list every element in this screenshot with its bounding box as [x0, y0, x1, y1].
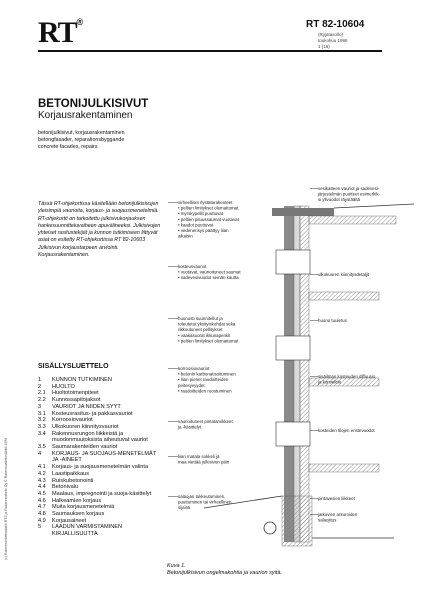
window [276, 336, 310, 360]
toc-item [38, 417, 163, 424]
caption-label: Kuva 1. [167, 563, 186, 569]
left-note-line: • raudoitteiden ruostuminen [178, 388, 232, 394]
toc-item [38, 384, 163, 391]
toc-item-label: Korjaus- ja suojausmenetelmän valinta [52, 464, 149, 471]
right-note-line: ja konvektio [318, 379, 342, 385]
caption-text: Betonijulkisivun ongelmakohtia ja vaurion syitä. [167, 570, 282, 576]
toc-item-label: HUOLTO [52, 383, 75, 390]
toc-item-number: 2.1 [38, 390, 46, 397]
toc-item-label: Saumauksen korjaus [52, 511, 105, 518]
left-note-line: • peltien limitykset olemattomat [178, 338, 239, 344]
toc-item-label: Betonivalu [52, 484, 79, 491]
toc-item-label: VAURIOT JA NIIDEN SYYT [52, 403, 121, 410]
toc-item-label: Saumarakenteiden vauriot [52, 444, 118, 451]
left-note-line: • liian pienet raudoitteiden [178, 377, 229, 383]
toc-item-number: 4.8 [38, 511, 46, 518]
right-note-line: jatkuvien anturoiden [318, 512, 358, 517]
right-note-line: huono tuuletus [318, 318, 347, 323]
right-note-line: sisäilman kosteuden diffuusio [318, 374, 376, 379]
toc-item [38, 498, 163, 505]
keyword-line: betonijulkisivut, korjausrakentaminen [38, 130, 125, 136]
toc-item-number: 2.2 [38, 397, 46, 404]
left-note-line: • kaadot puuttuvat [178, 222, 214, 228]
toc-item-number: 5 [38, 524, 42, 531]
left-note-line: ja -käsittelyt [178, 424, 202, 430]
left-note-line: virheelliset rlystätarakenteet [178, 200, 233, 205]
toc-item [38, 518, 163, 525]
toc-item-label: KUNNON TUTKIMINEN [52, 377, 112, 383]
toc-item [38, 504, 163, 511]
right-note-line: si ylivuodot räystäältä [318, 197, 360, 203]
toc-item-label: Huoltotoimenpiteet [52, 390, 99, 397]
left-note-line: kosteusvauriot [178, 264, 207, 269]
toc-item [38, 491, 163, 498]
toc-item-label: Laastipaikkaus [52, 470, 90, 477]
foundation [282, 496, 312, 546]
roof-line [334, 204, 414, 208]
toc-item-number: 4.7 [38, 504, 46, 511]
left-note-line: • peltien pituussaumat vuotavat [178, 216, 239, 222]
left-note-line: • vuotavat, vaurioituneet saumat [178, 269, 241, 275]
keyword-line: concrete facades, repairs [38, 144, 98, 151]
drain-pipe [264, 522, 276, 534]
side-copyright-text: (c) Rakennustietosäätiö RTS ja Rakennustieto Oy © Rakennustietosäätiö 1996 [4, 437, 8, 560]
toc-item-label: Ruiskubetonointi [52, 477, 94, 484]
roof-slab [309, 216, 396, 224]
toc-item-label: LAADUN VARMISTAMINEN KIRJALLISUUTTA [52, 524, 123, 538]
left-note-line: • myrskypellit puuttuvat [178, 211, 223, 217]
left-note-line: salaojan tukkeutuminen, [178, 494, 226, 499]
right-note-line: pintavesien liikkeet [318, 496, 355, 501]
toc-item-number: 3.1 [38, 410, 46, 417]
intro-paragraph: Tässä RT-ohjekortissa käsitellään betonijulkisivujen yleisimpiä vaurioita, korjaus- ja suojausmenetelmiä. RT-ohjekortti on tarkoitettu julkisivukorjauksen hankesuunnitteluvaiheen apuvälineeksi. Julkisivujen yhteiset rasitustekijät ja kunnon tutkimiseen liittyvät asiat on esitetty RT-ohjekortissa RT 82-10603 Julkisivun korjaustarpeen arviointi. Korjausrakentaminen. [38, 201, 161, 259]
toc-item [38, 390, 163, 397]
toc-item-number: 4.4 [38, 484, 46, 491]
right-note-line: järjestelmän puutteet esimerkik- [318, 191, 380, 197]
toc-item-number: 4.6 [38, 497, 46, 504]
toc-item [38, 377, 163, 384]
toc-item [38, 451, 163, 464]
toc-item-label: Muita korjausmenetelmiä [52, 504, 115, 511]
toc-item [38, 511, 163, 518]
toc-item-number: 4.1 [38, 464, 46, 471]
left-note-line: • vaakasuorat ikkunapenkit [178, 332, 231, 338]
toc-item-label: Halkeamien korjaus [52, 497, 102, 504]
left-note-line: korroosiovauriot [178, 366, 210, 371]
document-subtitle: Korjausrakentaminen [38, 110, 133, 121]
roof-edge [272, 208, 334, 216]
left-note-line: liian matala sokkeli ja [178, 454, 220, 459]
left-note-line: vaurioituneet pintatarvikkeet [178, 419, 233, 424]
keyword-list [38, 130, 188, 152]
right-note-line: ulkokuoren kiinnitysdetaljit [318, 272, 370, 277]
floor-slab [309, 292, 379, 300]
left-note-line: • peltien limitykset olemattomat [178, 205, 239, 211]
right-note-line: vesikatteen vauriot ja sadevesi- [318, 186, 380, 191]
window [276, 250, 310, 274]
left-note-line: aikaisin [178, 233, 193, 239]
left-note-line: • betonin karbonatisoituminen [178, 371, 236, 377]
toc-item-number: 3.5 [38, 444, 46, 451]
left-annotations [177, 200, 241, 510]
left-note-line: sijainti [178, 505, 191, 511]
left-note-line: toteutetut yksityiskohdat sekä [178, 321, 236, 327]
toc-item-number: 3.4 [38, 430, 46, 437]
toc-item [38, 431, 163, 444]
rt-logo: RT® [38, 16, 83, 49]
toc-item [38, 424, 163, 431]
toc-item [38, 411, 163, 418]
toc-item [38, 471, 163, 478]
header-rule [38, 50, 382, 52]
left-note-line: • vedenerisys päättyy liian [178, 228, 229, 233]
toc-item-number: 4.3 [38, 477, 46, 484]
meta-line: toukokuu 1996 [318, 38, 348, 43]
left-note-line: maa viettää julkisivun päin [178, 459, 230, 465]
toc-item [38, 484, 163, 491]
left-note-line: • sadevesivuodot seinän kautta [178, 275, 239, 281]
toc-item-number: 3 [38, 403, 42, 410]
window [276, 422, 310, 446]
meta-line: 1 (16) [318, 44, 330, 49]
toc-item-label: Kunnossapitojaksot [52, 397, 101, 404]
right-note-line: kosteiden tilojen eristevuodot [318, 428, 375, 433]
toc-item-number: 1 [38, 377, 42, 383]
toc-item [38, 397, 163, 404]
toc-item-number: 2 [38, 383, 42, 390]
toc-item-number: 4.5 [38, 490, 46, 497]
toc-item-number: 4 [38, 450, 42, 457]
table-of-contents [38, 377, 163, 538]
toc-item [38, 478, 163, 485]
figure-caption [167, 563, 282, 577]
left-note-line: rikkoutuneet pellitykset [178, 327, 223, 333]
toc-item-number: 4.2 [38, 470, 46, 477]
left-note-line: huonosti suunnitellut ja [178, 316, 223, 321]
toc-heading: SISÄLLYSLUETTELO [38, 363, 109, 370]
toc-item [38, 444, 163, 451]
keyword-line: betongfasader, reparationsbyggande [38, 137, 125, 144]
document-code: RT 82-10604 [306, 19, 365, 30]
left-note-line: peitesyvyydet [178, 382, 205, 388]
document-title: BETONIJULKISIVUT [38, 98, 149, 110]
facade-section-diagram [164, 178, 414, 560]
toc-item-number: 3.3 [38, 423, 46, 430]
toc-item-label: KORJAUS- JA SUOJAUS-MENETELMÄT JA -AINEET [52, 450, 157, 464]
toc-item-label: Ulkokuoren kiinnitysvauriot [52, 423, 119, 430]
toc-item-label: Kosteusrasitus- ja pakkasvauriot [52, 410, 133, 417]
toc-item-number: 4.9 [38, 517, 46, 524]
left-note-line: puuttuminen tai virheellinen [178, 499, 232, 505]
toc-item [38, 524, 163, 537]
toc-item-label: Korjausaineet [52, 517, 87, 524]
meta-line: (Ryjatasollo) [318, 32, 344, 37]
toc-item [38, 464, 163, 471]
toc-item-number: 3.2 [38, 417, 46, 424]
right-note-line: salaojitus [318, 517, 337, 523]
toc-item [38, 404, 163, 411]
document-meta [318, 32, 348, 50]
toc-item-label: Rakennusrungon liikkeistä ja muodonmuutoksista aiheutuvat vauriot [52, 430, 148, 444]
floor-slab [309, 464, 379, 472]
toc-item-label: Maalaus, impregnointi ja suoja-käsittelyt [52, 490, 152, 497]
toc-item-label: Korroosiovauriot [52, 417, 93, 424]
